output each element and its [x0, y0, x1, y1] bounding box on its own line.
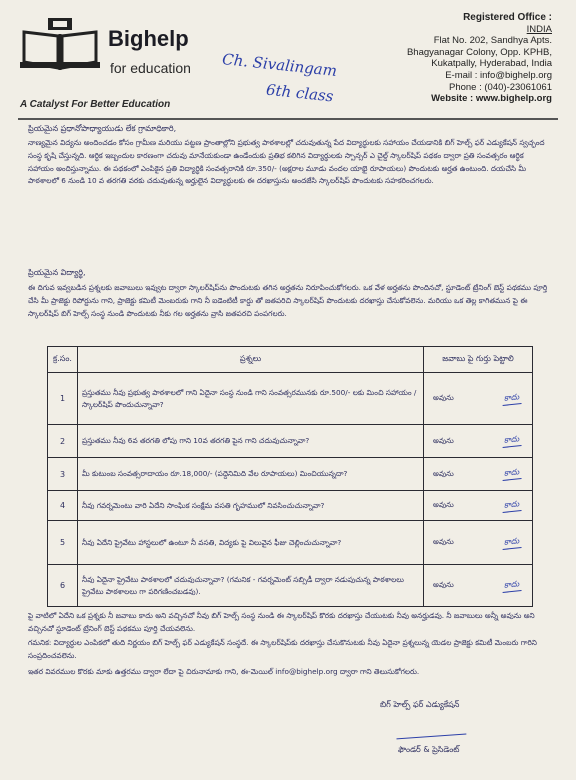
- signature-title: ఫౌండర్ & ప్రెసిడెంట్: [398, 745, 460, 754]
- row-number: 2: [48, 425, 78, 458]
- row-answer-cell: [424, 491, 533, 521]
- answer-yes-option[interactable]: అవును: [433, 393, 454, 402]
- contact-paragraph: ఇతర వివరముల కొరకు మాకు ఉత్తరము ద్వారా లేదా పై చిరునామాకు గాని, ఈ-మెయిల్ info@bighelp.org ద్వారా గాని తెలుసుకోగలరు.: [28, 667, 420, 676]
- table-row: [48, 425, 533, 458]
- office-website: Website : www.bighelp.org: [431, 93, 552, 105]
- answer-yes-option[interactable]: అవును: [433, 537, 454, 546]
- row-answer-cell: [424, 565, 533, 607]
- row-question: నీవు ఏదైనా ప్రైవేటు పాఠశాలలో చదువుచున్నావా? (గమనిక - గవర్నమెంట్ సబ్సిడీ ద్వారా నడుపుచున్న పాఠశాలలు ప్రైవేటు పాఠశాలలు గా పరిగణించబడవు).: [78, 565, 424, 607]
- eligibility-questions-table: [47, 346, 533, 607]
- header-divider: [18, 118, 558, 120]
- row-question: ప్రస్తుతము నీవు 6వ తరగతి లోపు గాని 10వ తరగతి పైన గాని చదువుచున్నావా?: [78, 425, 424, 458]
- row-number: 5: [48, 521, 78, 565]
- column-header-question: ప్రశ్నలు: [78, 347, 424, 373]
- row-answer-cell: [424, 425, 533, 458]
- answer-yes-option[interactable]: అవును: [433, 468, 454, 478]
- row-question: నీవు ఏదేని ప్రైవేటు హాస్టలులో ఉంటూ నీ వసతి, విద్యకు పై విలువైన ఫీజు చెల్లించుచున్నావా?: [78, 521, 424, 565]
- row-question: ప్రస్తుతము నీవు ప్రభుత్వ పాఠశాలలో గాని ఏదైనా సంస్థ నుండి గాని సంవత్సరమునకు రూ.500/- లకు మించి సహాయం / స్కాలర్‌షిప్ పొందుచున్నావా?: [78, 373, 424, 425]
- handwritten-student-class: 6th class: [265, 80, 335, 106]
- answer-no-marked[interactable]: కాదు: [501, 392, 522, 406]
- office-address-line2: Bhagyanagar Colony, Opp. KPHB,: [406, 46, 552, 58]
- row-number: 3: [48, 458, 78, 491]
- answer-no-marked[interactable]: కాదు: [501, 579, 522, 593]
- brand-subtitle: for education: [110, 60, 191, 76]
- handwritten-student-name: Ch. Sivalingam: [221, 50, 338, 80]
- row-answer-cell: [424, 458, 533, 491]
- instructions-paragraph: ఈ దిగువ ఇవ్వబడిన ప్రశ్నలకు జవాబులు ఇవ్వుట ద్వారా స్కాలర్‌షిప్‌ను పొందుటకు తగిన అర్హతను నిరూపించుకోగలరు. ఒక వేళ అర్హతను పొందినచో, స్టూడెంట్ ట్రేనింగ్ బెస్ట్ పథకము పూర్తి చేసి మీ ప్రాజెక్టు రిపోర్టును గాని, ప్రాజెక్టు కమిటీ మెంబరుకు గాని నీ ఐడెంటిటీ కార్డు తో జతపరిచి స్కాలర్‌షిప్ పొందుటకు దరఖాస్తు చేసుకోవలెను. మరియు ఒక తెల్ల కాగితమున పై ఈ స్కాలర్‌షిప్ బిగ్ హెల్ప్ సంస్థ నుండి పొందుటకు నీకు గల అర్హతను వ్రాసి జతపరచి పంపగలరు.: [28, 283, 548, 318]
- table-row: [48, 491, 533, 521]
- answer-no-marked[interactable]: కాదు: [501, 499, 522, 513]
- office-address-line1: Flat No. 202, Sandhya Apts.: [433, 35, 552, 47]
- row-number: 6: [48, 565, 78, 607]
- column-header-number: క్ర.సం.: [48, 347, 78, 373]
- table-row: [48, 458, 533, 491]
- salutation-student: ప్రియమైన విద్యార్థి,: [28, 268, 86, 277]
- column-header-answer: జవాబు పై గుర్తు పెట్టాలి: [424, 347, 533, 373]
- brand-name: Bighelp: [108, 26, 189, 51]
- tagline: A Catalyst For Better Education: [20, 99, 171, 110]
- table-row: [48, 565, 533, 607]
- office-title: Registered Office :: [463, 12, 552, 23]
- row-number: 1: [48, 373, 78, 425]
- office-country: INDIA: [526, 23, 552, 35]
- row-question: మీ కుటుంబ సంవత్సరాదాయం రూ.18,000/- (పద్దెనిమిది వేల రూపాయలు) మించియున్నదా?: [78, 458, 424, 491]
- disqualification-paragraph: పై వాటిలో ఏదేని ఒక ప్రశ్నకు నీ జవాబు కాదు అని వచ్చినచో నీవు బిగ్ హెల్ప్ సంస్థ నుండి ఈ స్కాలర్‌షిప్ కొరకు దరఖాస్తు చేయుటకు నీవు అనర్హుడవు. నీ జవాబులు అన్నీ అవును అని వచ్చినచో స్టూడెంట్ ట్రేనింగ్ బెస్ట్ పథకము పూర్తి చేయవలెను.: [28, 611, 535, 633]
- answer-no-marked[interactable]: కాదు: [501, 434, 522, 448]
- answer-no-marked[interactable]: కాదు: [501, 536, 522, 550]
- answer-yes-option[interactable]: అవును: [433, 580, 454, 589]
- answer-yes-option[interactable]: అవును: [433, 500, 454, 509]
- office-email: E-mail : info@bighelp.org: [445, 69, 552, 81]
- table-row: [48, 521, 533, 565]
- signature-organization: బిగ్ హెల్ప్ ఫర్ ఎడ్యుకేషన్: [380, 700, 460, 709]
- office-address-line3: Kukatpally, Hyderabad, India: [431, 58, 552, 70]
- note-paragraph: గమనిక: విద్యార్థుల ఎంపికలో తుది నిర్ణయం బిగ్ హెల్ప్ ఫర్ ఎడ్యుకేషన్ సంస్థదే. ఈ స్కాలర్‌షిప్‌కు దరఖాస్తు చేసుకొనుటకు నీవు ఏదైనా ప్రశ్నలున్న యెడల ప్రాజెక్టు కమిటీ మెంబరు గారిని సంప్రదించవలెను.: [28, 638, 537, 660]
- salutation-headmaster: ప్రియమైన ప్రధానోపాధ్యాయుడు లేక గ్రామాధికారి,: [28, 124, 177, 133]
- registered-office-block: [407, 12, 552, 105]
- table-header-row: [48, 347, 533, 373]
- row-number: 4: [48, 491, 78, 521]
- signature-mark: [396, 722, 467, 740]
- office-phone: Phone : (040)-23061061: [449, 81, 552, 93]
- table-row: [48, 373, 533, 425]
- intro-paragraph: నాణ్యమైన విద్యను అందించడం కోసం గ్రామీణ మరియు పట్టణ ప్రాంతాల్లోని ప్రభుత్వ పాఠశాలల్లో చదువుతున్న పేద విద్యార్థులకు సహాయం చేయడానికి బిగ్ హెల్ప్ ఫర్ ఎడ్యుకేషన్ స్వచ్ఛంద సంస్థ కృషి చేస్తున్నది. ఆర్థిక ఇబ్బందుల కారణంగా చదువు మానేయకుండా ఉండేందుకు ప్రతిభ కలిగిన విద్యార్థులకు స్పాన్సర్ ఎ చైల్డ్ స్కాలర్‌షిప్ పథకం ద్వారా ప్రతి సంవత్సరం ఆర్థిక సహాయం అందిస్తున్నాము. ఈ పథకంలో ఎంపికైన ప్రతి విద్యార్థికి సంవత్సరానికి రూ.350/- (అక్షరాల మూడు వందల యాభై రూపాయలు) పొందుటకు అర్హత ఉంటుంది. దయచేసి మీ పాఠశాలలో 6 నుండి 10 వ తరగతి వరకు చదువుతున్న అర్హులైన విద్యార్థులకు ఈ దరఖాస్తును అందజేసి స్కాలర్‌షిప్ పొందుటకు సహకరించగలరు.: [28, 138, 545, 186]
- row-answer-cell: [424, 521, 533, 565]
- row-question: నీవు గవర్నమెంటు వారి ఏదేని సాంఘిక సంక్షేమ వసతి గృహములో నివసించుచున్నావా?: [78, 491, 424, 521]
- answer-yes-option[interactable]: అవును: [433, 435, 454, 445]
- row-answer-cell: [424, 373, 533, 425]
- open-book-logo-icon: [20, 18, 100, 70]
- answer-no-marked[interactable]: కాదు: [501, 467, 522, 481]
